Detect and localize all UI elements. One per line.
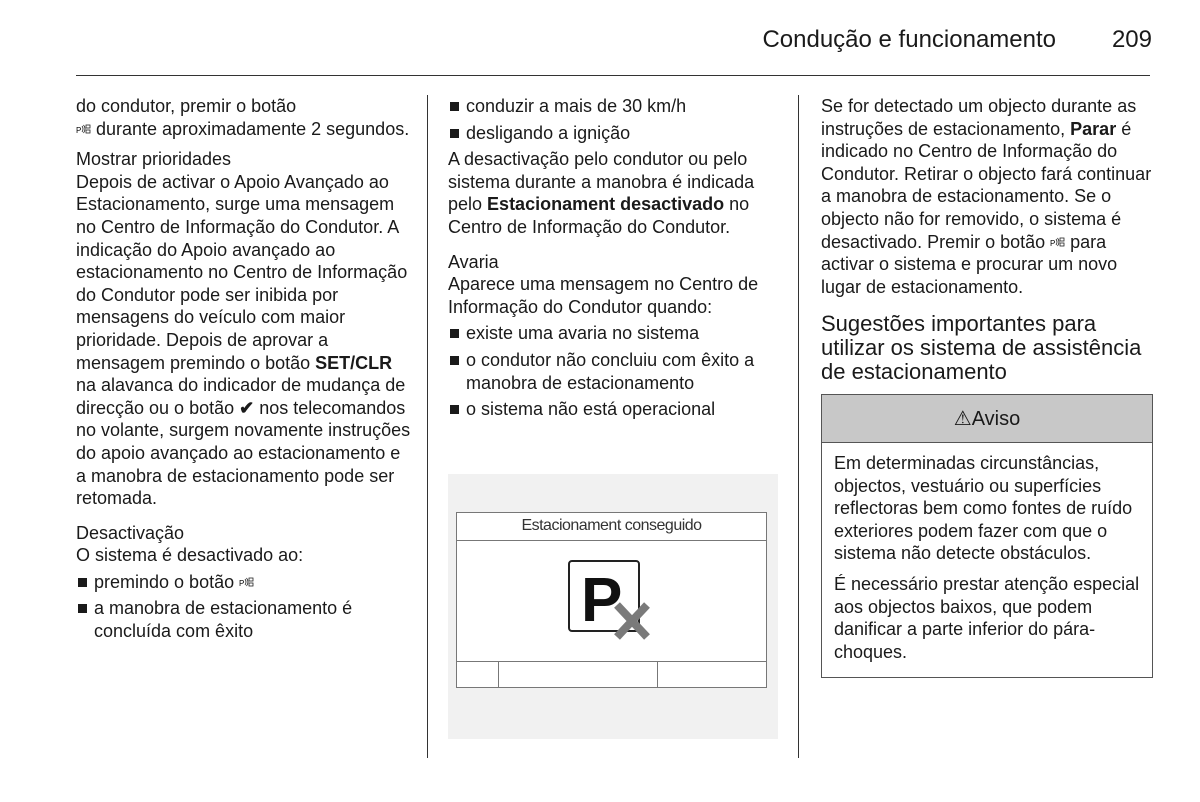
warning-header bbox=[822, 395, 1152, 443]
paragraph bbox=[821, 95, 1153, 298]
text: é indicado no Centro de Informação do Condutor. Retirar o objecto fará continuar a manobra de estacionamento. Se o objecto não for removido, o sistema é desactivado. Premir o botão bbox=[821, 118, 1152, 252]
paragraph bbox=[76, 171, 412, 510]
list-item: conduzir a mais de 30 km/h bbox=[448, 95, 782, 118]
heading: Avaria bbox=[448, 251, 499, 272]
check-icon: ✔ bbox=[239, 397, 255, 418]
list-item: desligando a ignição bbox=[448, 122, 782, 145]
text: nos telecomandos no volante, surgem novamente instruções do apoio avançado ao estacionamento e a manobra de estacionamento pode ser retomada. bbox=[76, 397, 411, 509]
text: do condutor, premir o botão bbox=[76, 96, 297, 116]
svg-text:P: P bbox=[76, 125, 82, 135]
text: durante aproximadamente 2 segundos. bbox=[91, 118, 410, 139]
list-item bbox=[76, 571, 412, 594]
display-screen bbox=[456, 512, 767, 688]
park-assist-button-icon bbox=[239, 576, 254, 589]
display-symbol: P bbox=[581, 566, 623, 635]
text-bold: Estacionament desactivado bbox=[487, 194, 725, 215]
parking-cancelled-icon bbox=[567, 559, 653, 643]
paragraph bbox=[448, 148, 782, 238]
column-3 bbox=[821, 95, 1153, 678]
text: para activar o sistema e procurar um novo lugar de estacionamento. bbox=[821, 231, 1118, 297]
park-assist-button-icon bbox=[1050, 236, 1065, 249]
column-divider bbox=[798, 95, 799, 758]
subsection-heading: Sugestões importantes para utilizar os sistema de assistência de estacionamento bbox=[821, 311, 1142, 385]
header-rule bbox=[76, 75, 1150, 76]
list-item: o condutor não concluiu com êxito a manobra de estacionamento bbox=[448, 349, 782, 394]
text-bold: SET/CLR bbox=[315, 352, 393, 373]
list-item: o sistema não está operacional bbox=[448, 398, 782, 421]
text: Depois de activar o Apoio Avançado ao Estacionamento, surge uma mensagem no Centro de Informação do Condutor. A indicação do Apoio avançado ao estacionamento no Centro de Informação do Condutor pode ser inibida por mensagens do veículo com maior prioridade. Depois de aprovar a mensagem premindo o botão bbox=[76, 171, 408, 373]
heading: Desactivação bbox=[76, 522, 185, 543]
text: premindo o botão bbox=[94, 571, 240, 592]
warning-body bbox=[822, 443, 1152, 677]
display-title: Estacionament conseguido bbox=[457, 513, 766, 541]
text: Se for detectado um objecto durante as instruções de estacionamento, bbox=[821, 96, 1137, 139]
heading: Mostrar prioridades bbox=[76, 149, 232, 170]
page-number: 209 bbox=[1111, 26, 1152, 53]
text: A desactivação pelo condutor ou pelo sistema durante a manobra é indicada pelo bbox=[448, 149, 755, 215]
display-footer bbox=[457, 661, 766, 687]
park-assist-button-icon bbox=[76, 123, 91, 136]
list-item: a manobra de estacionamento é concluída com êxito bbox=[76, 597, 412, 642]
warning-title: Aviso bbox=[971, 408, 1021, 431]
column-divider bbox=[427, 95, 428, 758]
paragraph: Aparece uma mensagem no Centro de Informação do Condutor quando: bbox=[448, 274, 759, 317]
warning-box bbox=[821, 394, 1153, 678]
paragraph: O sistema é desactivado ao: bbox=[76, 545, 304, 566]
section-title: Condução e funcionamento bbox=[762, 26, 1056, 53]
driver-info-display-illustration bbox=[448, 474, 778, 739]
text: no Centro de Informação do Condutor. bbox=[448, 194, 750, 237]
warning-triangle-icon: ⚠ bbox=[953, 408, 972, 431]
paragraph: Em determinadas circunstâncias, objectos, vestuário ou superfícies reflectoras bem como fontes de ruído exteriores podem fazer com que o sistema não detecte obstáculos. bbox=[834, 452, 1133, 564]
list-item: existe uma avaria no sistema bbox=[448, 322, 782, 345]
svg-text:P: P bbox=[1050, 238, 1056, 248]
text-bold: Parar bbox=[1070, 118, 1117, 139]
text: na alavanca do indicador de mudança de direcção ou o botão bbox=[76, 375, 406, 418]
column-1 bbox=[76, 95, 412, 647]
svg-text:P: P bbox=[239, 578, 245, 588]
paragraph bbox=[76, 95, 412, 140]
column-2 bbox=[448, 95, 782, 425]
paragraph: É necessário prestar atenção especial aos objectos baixos, que podem danificar a parte inferior do pára-choques. bbox=[834, 573, 1140, 662]
